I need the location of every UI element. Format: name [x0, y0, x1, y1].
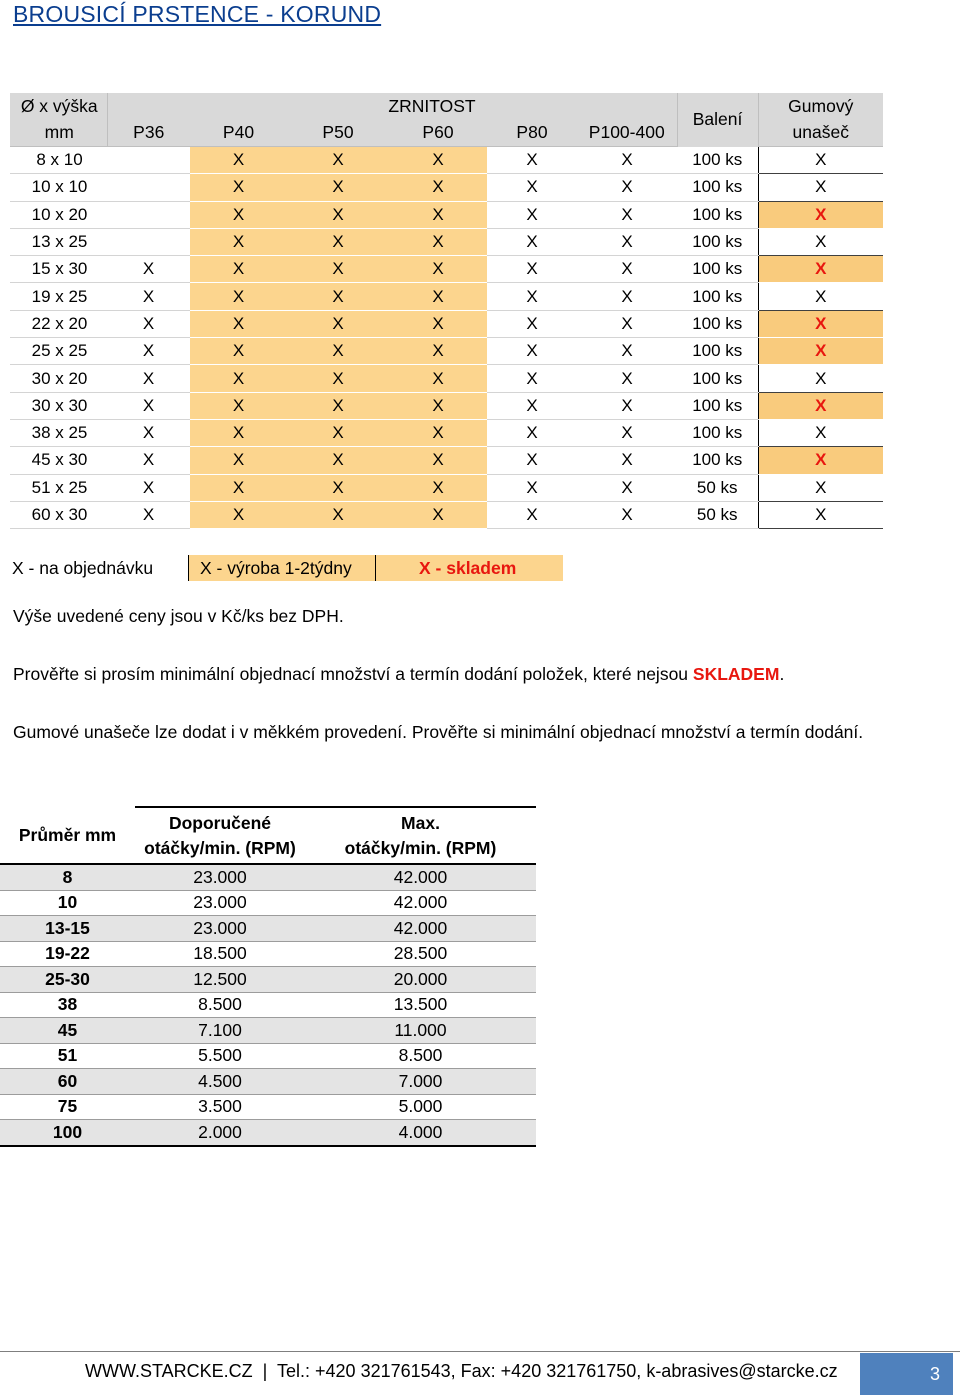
grit-cell: X	[389, 283, 487, 310]
rpm-row	[0, 1094, 536, 1120]
grit-cell: X	[287, 310, 389, 337]
grit-cell: X	[577, 256, 677, 283]
rpm-diameter: 8	[0, 864, 135, 890]
grit-cell: X	[190, 365, 287, 392]
table-row	[10, 365, 883, 392]
row-dimension: 60 x 30	[10, 501, 107, 528]
grit-cell: X	[190, 392, 287, 419]
grit-cell: X	[577, 310, 677, 337]
grit-cell: X	[107, 392, 190, 419]
grit-cell: X	[487, 447, 577, 474]
page-title: BROUSICÍ PRSTENCE - KORUND	[13, 1, 382, 27]
rpm-diameter: 13-15	[0, 916, 135, 942]
legend-order: X - na objednávku	[12, 557, 154, 578]
grit-cell: X	[107, 365, 190, 392]
grit-cell: X	[389, 392, 487, 419]
row-rubber: X	[758, 174, 883, 201]
row-pack: 100 ks	[677, 447, 758, 474]
grit-cell: X	[389, 447, 487, 474]
grit-cell: X	[287, 174, 389, 201]
footer-divider	[0, 1351, 960, 1352]
row-dimension: 13 x 25	[10, 228, 107, 255]
grit-cell: X	[577, 283, 677, 310]
grit-cell: X	[107, 338, 190, 365]
grit-cell	[107, 174, 190, 201]
header-grit-p36: P36	[107, 120, 190, 147]
grit-cell: X	[487, 338, 577, 365]
grit-cell: X	[577, 447, 677, 474]
header-grit-p100-400: P100-400	[577, 120, 677, 147]
grit-cell: X	[577, 338, 677, 365]
legend	[12, 555, 563, 581]
rpm-max: 7.000	[305, 1069, 536, 1095]
row-dimension: 8 x 10	[10, 147, 107, 174]
rpm-diameter: 10	[0, 890, 135, 916]
grit-cell: X	[577, 365, 677, 392]
row-pack: 100 ks	[677, 174, 758, 201]
row-rubber: X	[758, 310, 883, 337]
grit-cell	[107, 228, 190, 255]
row-rubber: X	[758, 474, 883, 501]
rpm-row	[0, 1018, 536, 1044]
rpm-diameter: 60	[0, 1069, 135, 1095]
row-rubber: X	[758, 256, 883, 283]
row-dimension: 45 x 30	[10, 447, 107, 474]
row-pack: 100 ks	[677, 338, 758, 365]
table-row	[10, 338, 883, 365]
grit-cell	[107, 201, 190, 228]
grit-cell: X	[487, 201, 577, 228]
rpm-diameter: 19-22	[0, 941, 135, 967]
grit-cell	[107, 147, 190, 174]
page-number: 3	[860, 1353, 953, 1395]
rpm-diameter: 38	[0, 992, 135, 1018]
grit-cell: X	[190, 419, 287, 446]
row-pack: 100 ks	[677, 256, 758, 283]
grit-cell: X	[107, 447, 190, 474]
grit-cell: X	[487, 228, 577, 255]
row-rubber: X	[758, 283, 883, 310]
grit-cell: X	[577, 419, 677, 446]
grit-cell: X	[190, 201, 287, 228]
row-dimension: 10 x 10	[10, 174, 107, 201]
rpm-header-diameter: Průměr mm	[0, 807, 135, 864]
rpm-max: 8.500	[305, 1043, 536, 1069]
table-row	[10, 419, 883, 446]
header-grit-title: ZRNITOST	[287, 93, 577, 120]
grit-cell: X	[389, 256, 487, 283]
grit-cell: X	[107, 283, 190, 310]
grit-cell: X	[107, 310, 190, 337]
grit-cell: X	[287, 283, 389, 310]
rpm-recommended: 2.000	[135, 1120, 305, 1146]
note-soft: Gumové unašeče lze dodat i v měkkém provedení. Prověřte si minimální objednací množství a termín dodání.	[13, 722, 864, 742]
grit-cell: X	[389, 228, 487, 255]
header-pack: Balení	[677, 93, 758, 147]
table-row	[10, 256, 883, 283]
note-prices: Výše uvedené ceny jsou v Kč/ks bez DPH.	[13, 606, 344, 626]
rpm-recommended: 3.500	[135, 1094, 305, 1120]
grit-cell: X	[389, 147, 487, 174]
rpm-max: 13.500	[305, 992, 536, 1018]
grit-cell: X	[389, 365, 487, 392]
grit-cell: X	[389, 201, 487, 228]
row-dimension: 15 x 30	[10, 256, 107, 283]
grit-cell: X	[107, 501, 190, 528]
grit-cell: X	[190, 310, 287, 337]
header-dimension: Ø x výška	[10, 93, 107, 120]
row-rubber: X	[758, 201, 883, 228]
grit-cell: X	[287, 228, 389, 255]
rpm-diameter: 25-30	[0, 967, 135, 993]
rpm-recommended: 18.500	[135, 941, 305, 967]
row-dimension: 25 x 25	[10, 338, 107, 365]
grit-cell: X	[389, 419, 487, 446]
grit-cell: X	[577, 147, 677, 174]
rpm-header-recommended: Doporučené otáčky/min. (RPM)	[135, 807, 305, 864]
rpm-recommended: 8.500	[135, 992, 305, 1018]
rpm-recommended: 5.500	[135, 1043, 305, 1069]
header-rubber: Gumový	[758, 93, 883, 120]
grit-cell: X	[287, 201, 389, 228]
table-row	[10, 501, 883, 528]
rpm-max: 42.000	[305, 916, 536, 942]
footer-contact: WWW.STARCKE.CZ | Tel.: +420 321761543, Fax: +420 321761750, k-abrasives@starcke.cz	[85, 1361, 838, 1381]
grit-cell: X	[190, 474, 287, 501]
header-grit-p40: P40	[190, 120, 287, 147]
row-rubber: X	[758, 365, 883, 392]
grit-cell: X	[389, 501, 487, 528]
row-dimension: 22 x 20	[10, 310, 107, 337]
grit-cell: X	[287, 419, 389, 446]
row-dimension: 30 x 20	[10, 365, 107, 392]
grit-cell: X	[287, 338, 389, 365]
grit-cell: X	[190, 283, 287, 310]
header-grit-p50: P50	[287, 120, 389, 147]
row-pack: 100 ks	[677, 365, 758, 392]
row-rubber: X	[758, 392, 883, 419]
rpm-max: 42.000	[305, 890, 536, 916]
row-pack: 100 ks	[677, 392, 758, 419]
grit-cell: X	[487, 147, 577, 174]
table-row	[10, 283, 883, 310]
row-pack: 100 ks	[677, 201, 758, 228]
grit-cell: X	[287, 365, 389, 392]
rpm-row	[0, 890, 536, 916]
grit-cell: X	[190, 447, 287, 474]
header-grit-p80: P80	[487, 120, 577, 147]
rpm-recommended: 23.000	[135, 890, 305, 916]
row-rubber: X	[758, 338, 883, 365]
rpm-header-max: Max. otáčky/min. (RPM)	[305, 807, 536, 864]
header-grit-p60: P60	[389, 120, 487, 147]
grit-cell: X	[190, 147, 287, 174]
grit-cell: X	[190, 338, 287, 365]
note-stock-highlight: SKLADEM	[692, 664, 780, 684]
rpm-recommended: 12.500	[135, 967, 305, 993]
note-check: Prověřte si prosím minimální objednací množství a termín dodání položek, které nejsou SKLADEM.	[13, 664, 785, 684]
grit-cell: X	[487, 310, 577, 337]
table-row	[10, 201, 883, 228]
rpm-max: 28.500	[305, 941, 536, 967]
row-dimension: 19 x 25	[10, 283, 107, 310]
grit-cell: X	[577, 392, 677, 419]
row-pack: 50 ks	[677, 501, 758, 528]
table-row	[10, 392, 883, 419]
row-dimension: 30 x 30	[10, 392, 107, 419]
rpm-max: 4.000	[305, 1120, 536, 1146]
grit-cell: X	[487, 256, 577, 283]
rpm-max: 20.000	[305, 967, 536, 993]
row-pack: 100 ks	[677, 419, 758, 446]
rpm-row	[0, 992, 536, 1018]
grit-cell: X	[287, 147, 389, 174]
grit-cell: X	[487, 419, 577, 446]
grit-cell: X	[190, 228, 287, 255]
header-dimension-unit: mm	[10, 120, 107, 147]
grit-cell: X	[577, 201, 677, 228]
row-pack: 100 ks	[677, 228, 758, 255]
product-table	[10, 93, 883, 529]
rpm-row	[0, 1069, 536, 1095]
row-pack: 100 ks	[677, 147, 758, 174]
grit-cell: X	[190, 501, 287, 528]
table-row	[10, 310, 883, 337]
grit-cell: X	[287, 392, 389, 419]
grit-cell: X	[389, 174, 487, 201]
grit-cell: X	[107, 474, 190, 501]
rpm-table	[0, 806, 536, 1147]
grit-cell: X	[487, 283, 577, 310]
grit-cell: X	[389, 310, 487, 337]
row-dimension: 38 x 25	[10, 419, 107, 446]
grit-cell: X	[389, 474, 487, 501]
table-row	[10, 174, 883, 201]
grit-cell: X	[190, 256, 287, 283]
grit-cell: X	[577, 174, 677, 201]
grit-cell: X	[487, 365, 577, 392]
header-rubber-line2: unašeč	[758, 120, 883, 147]
grit-cell: X	[577, 474, 677, 501]
rpm-max: 42.000	[305, 864, 536, 890]
grit-cell: X	[487, 392, 577, 419]
rpm-max: 11.000	[305, 1018, 536, 1044]
grit-cell: X	[577, 228, 677, 255]
rpm-row	[0, 941, 536, 967]
grit-cell: X	[389, 338, 487, 365]
row-pack: 100 ks	[677, 310, 758, 337]
grit-cell: X	[190, 174, 287, 201]
row-rubber: X	[758, 501, 883, 528]
table-row	[10, 228, 883, 255]
row-rubber: X	[758, 147, 883, 174]
table-row	[10, 474, 883, 501]
grit-cell: X	[287, 501, 389, 528]
row-dimension: 10 x 20	[10, 201, 107, 228]
rpm-recommended: 23.000	[135, 864, 305, 890]
legend-production: X - výroba 1-2týdny	[188, 555, 376, 581]
row-dimension: 51 x 25	[10, 474, 107, 501]
rpm-row	[0, 916, 536, 942]
rpm-diameter: 75	[0, 1094, 135, 1120]
table-row	[10, 447, 883, 474]
rpm-recommended: 7.100	[135, 1018, 305, 1044]
grit-cell: X	[287, 256, 389, 283]
row-rubber: X	[758, 447, 883, 474]
rpm-row	[0, 1043, 536, 1069]
rpm-row	[0, 967, 536, 993]
row-pack: 100 ks	[677, 283, 758, 310]
footer	[0, 1351, 960, 1396]
grit-cell: X	[487, 474, 577, 501]
rpm-max: 5.000	[305, 1094, 536, 1120]
grit-cell: X	[287, 474, 389, 501]
row-pack: 50 ks	[677, 474, 758, 501]
rpm-recommended: 4.500	[135, 1069, 305, 1095]
row-rubber: X	[758, 228, 883, 255]
legend-stock: X - skladem	[376, 555, 563, 581]
table-row	[10, 147, 883, 174]
rpm-diameter: 100	[0, 1120, 135, 1146]
rpm-diameter: 51	[0, 1043, 135, 1069]
rpm-row	[0, 864, 536, 890]
rpm-row	[0, 1120, 536, 1146]
rpm-recommended: 23.000	[135, 916, 305, 942]
row-rubber: X	[758, 419, 883, 446]
grit-cell: X	[107, 419, 190, 446]
grit-cell: X	[287, 447, 389, 474]
grit-cell: X	[107, 256, 190, 283]
grit-cell: X	[577, 501, 677, 528]
grit-cell: X	[487, 174, 577, 201]
rpm-diameter: 45	[0, 1018, 135, 1044]
grit-cell: X	[487, 501, 577, 528]
